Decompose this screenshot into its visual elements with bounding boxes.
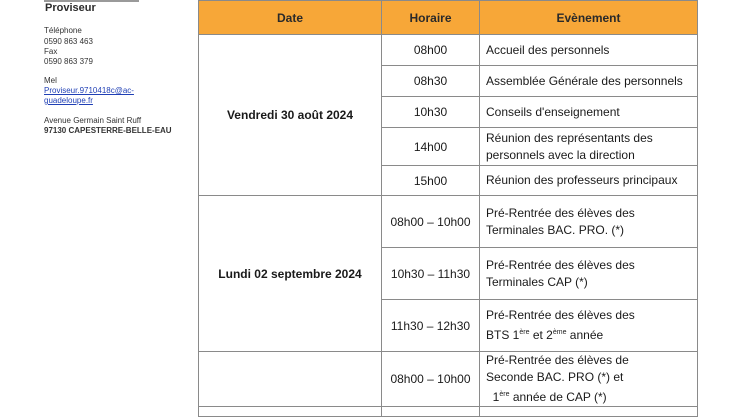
event-cell: Réunion des représentants des personnels avec la direction xyxy=(480,128,698,166)
date-cell xyxy=(199,352,382,407)
header-date: Date xyxy=(199,1,382,35)
time-cell: 14h00 xyxy=(382,128,480,166)
time-cell: 08h00 – 10h00 xyxy=(382,352,480,407)
mail-label: Mel xyxy=(44,76,57,85)
address-street: Avenue Germain Saint Ruff xyxy=(44,116,142,125)
time-cell: 08h30 xyxy=(382,66,480,97)
event-cell: Pré-Rentrée des élèves des Terminales CAP (*) xyxy=(480,248,698,300)
header-event: Evènement xyxy=(480,1,698,35)
event-cell: Pré-Rentrée des élèves des BTS 1ère et 2ème année xyxy=(480,300,698,352)
fax-label: Fax xyxy=(44,47,58,56)
date-cell: Vendredi 30 août 2024 xyxy=(199,35,382,196)
event-cell: Réunion des professeurs principaux xyxy=(480,166,698,196)
mail-link-cont[interactable]: guadeloupe.fr xyxy=(44,96,93,105)
date-cell: Lundi 02 septembre 2024 xyxy=(199,196,382,352)
table-row xyxy=(199,407,698,417)
fax-number: 0590 863 379 xyxy=(44,57,93,66)
time-cell: 08h00 – 10h00 xyxy=(382,196,480,248)
mail-link[interactable]: Proviseur.9710418c@ac- xyxy=(44,86,134,95)
event-cell: Pré-Rentrée des élèves des Terminales BAC. PRO. (*) xyxy=(480,196,698,248)
header-time: Horaire xyxy=(382,1,480,35)
phone-number: 0590 863 463 xyxy=(44,37,93,46)
event-cell: Pré-Rentrée des élèves de Seconde BAC. PRO (*) et 1ère année de CAP (*) xyxy=(480,352,698,407)
table-header-row xyxy=(199,1,698,35)
time-cell: 10h30 – 11h30 xyxy=(382,248,480,300)
time-cell: 08h00 xyxy=(382,35,480,66)
time-cell: 11h30 – 12h30 xyxy=(382,300,480,352)
time-cell: 15h00 xyxy=(382,166,480,196)
sidebar-contact xyxy=(0,0,195,410)
phone-label: Téléphone xyxy=(44,26,82,35)
role-title: Proviseur xyxy=(45,2,96,14)
table-row xyxy=(199,352,698,407)
table-row xyxy=(199,35,698,66)
event-cell: Accueil des personnels xyxy=(480,35,698,66)
time-cell: 10h30 xyxy=(382,97,480,128)
address-city: 97130 CAPESTERRE-BELLE-EAU xyxy=(44,126,172,135)
schedule-table xyxy=(198,0,698,417)
event-cell: Conseils d'enseignement xyxy=(480,97,698,128)
table-row xyxy=(199,196,698,248)
event-cell: Assemblée Générale des personnels xyxy=(480,66,698,97)
